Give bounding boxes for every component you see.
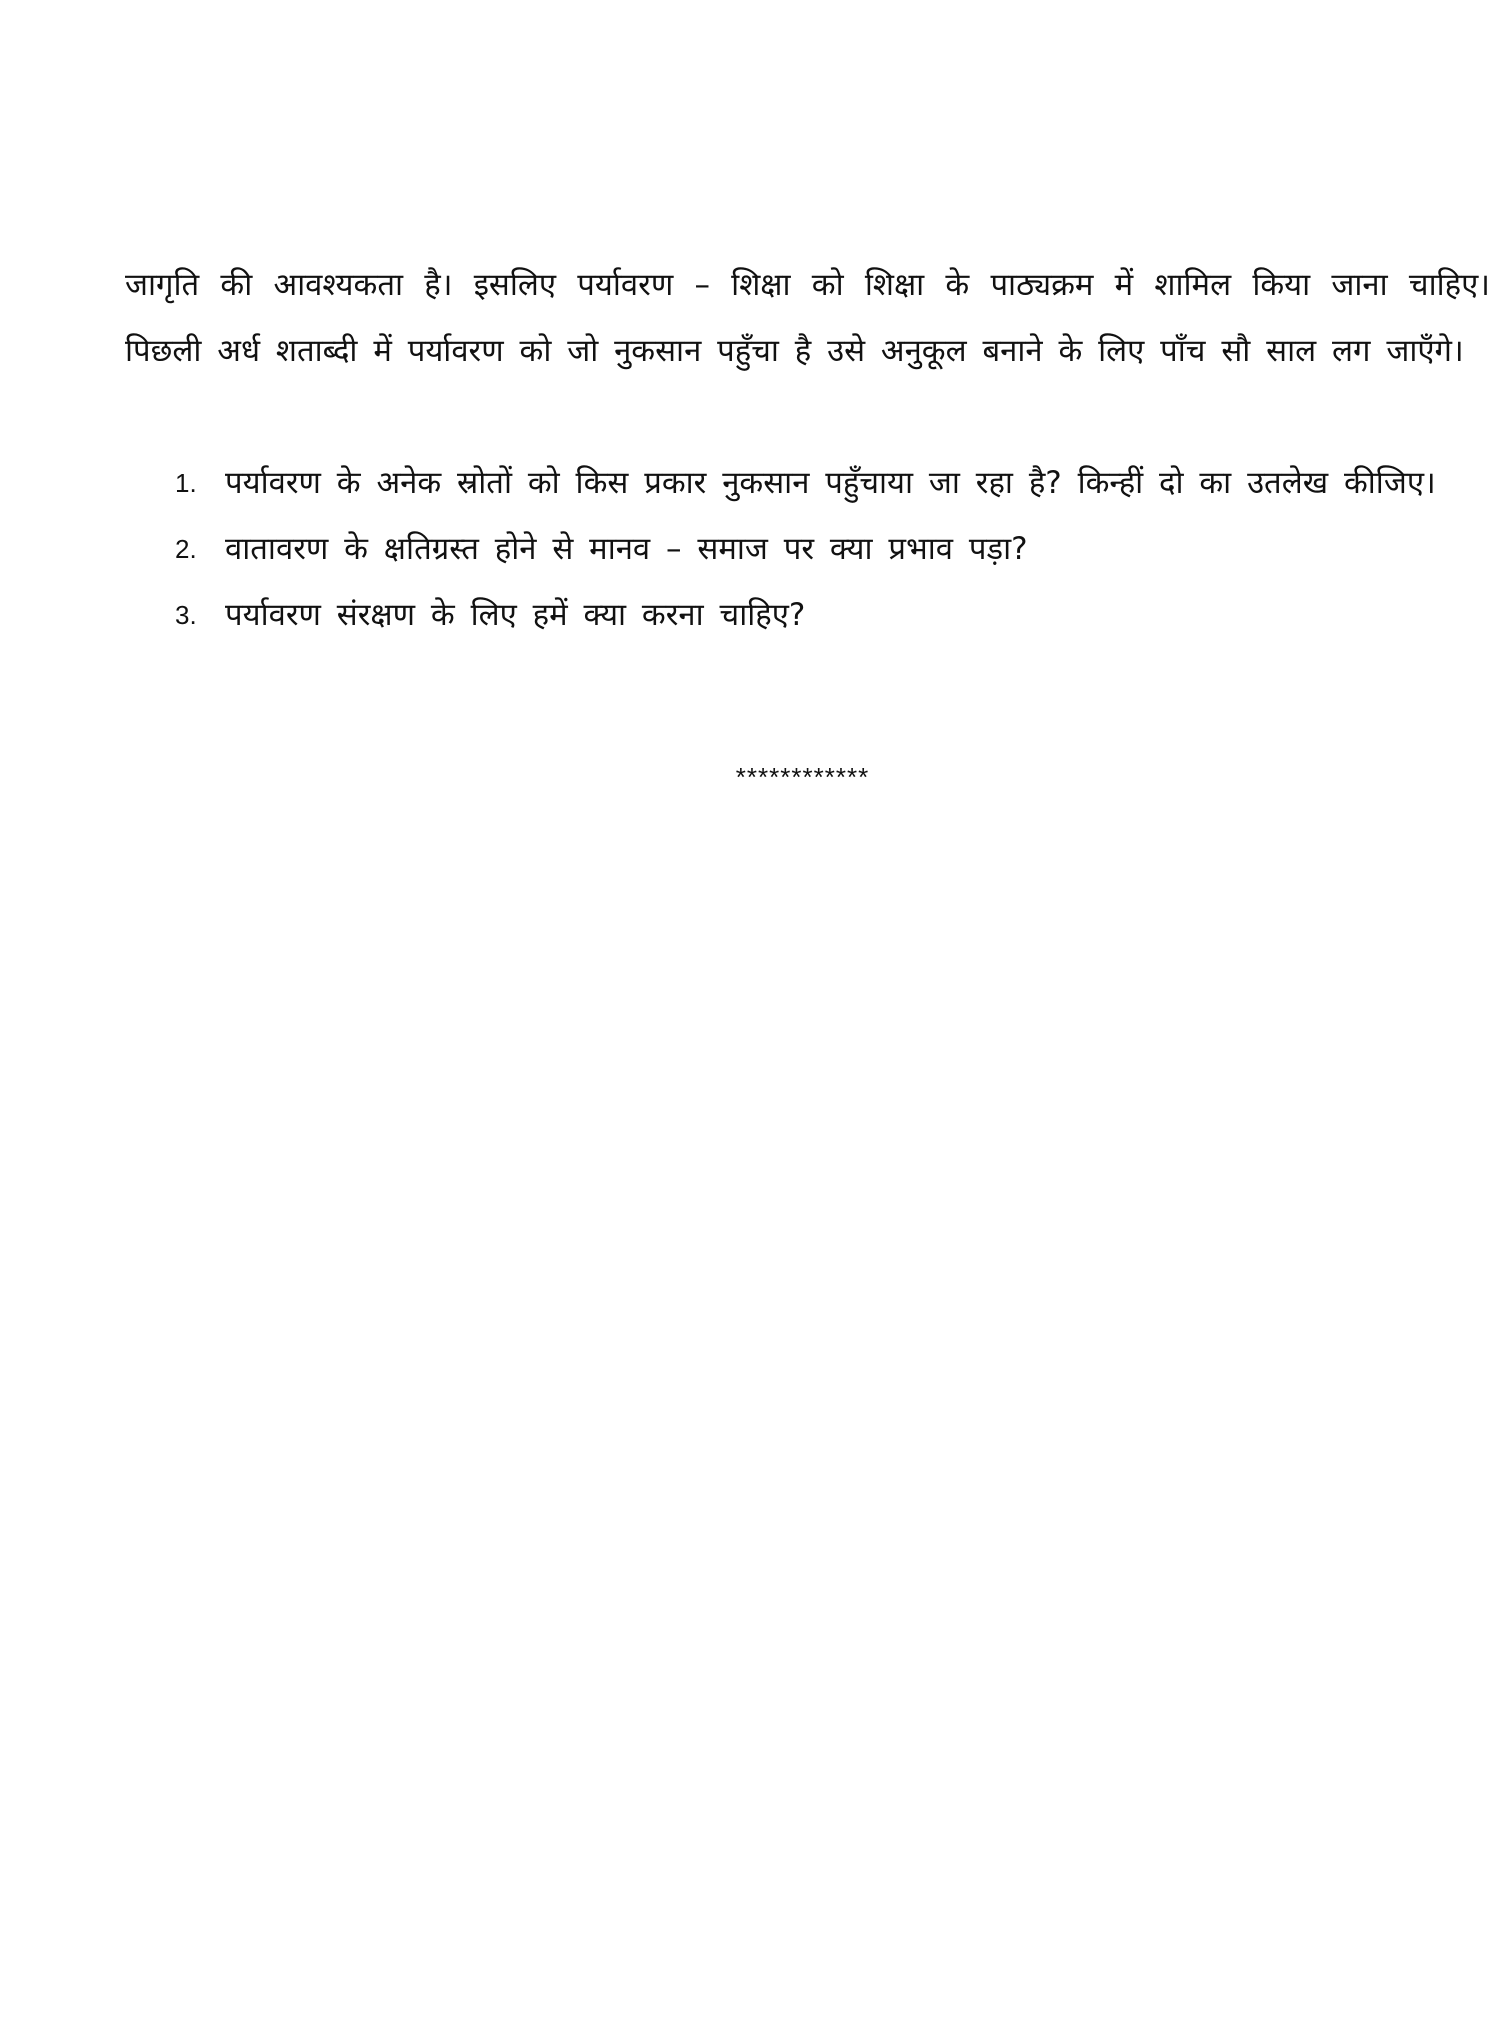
- question-number: 2.: [175, 534, 197, 564]
- question-number: 3.: [175, 600, 197, 630]
- question-text: वातावरण के क्षतिग्रस्त होने से मानव – समाज पर क्या प्रभाव पड़ा?: [225, 531, 1028, 567]
- question-item-2: [175, 516, 1490, 582]
- question-text: पर्यावरण के अनेक स्रोतों को किस प्रकार नुकसान पहुँचाया जा रहा है? किन्हीं दो का उतलेख कीजिए।: [225, 465, 1436, 501]
- question-item-1: [175, 450, 1490, 516]
- passage-paragraph: जागृति की आवश्यकता है। इसलिए पर्यावरण – शिक्षा को शिक्षा के पाठ्यक्रम में शामिल किया जाना चाहिए। पिछली अर्ध शताब्दी में पर्यावरण को जो नुकसान पहुँचा है उसे अनुकूल बनाने के लिए पाँच सौ साल लग जाएँगे।: [125, 267, 1490, 369]
- question-list: [175, 450, 1490, 648]
- question-text: पर्यावरण संरक्षण के लिए हमें क्या करना चाहिए?: [225, 597, 806, 633]
- end-of-section-marker: ************: [735, 762, 870, 792]
- question-item-3: [175, 582, 1490, 648]
- question-number: 1.: [175, 468, 197, 498]
